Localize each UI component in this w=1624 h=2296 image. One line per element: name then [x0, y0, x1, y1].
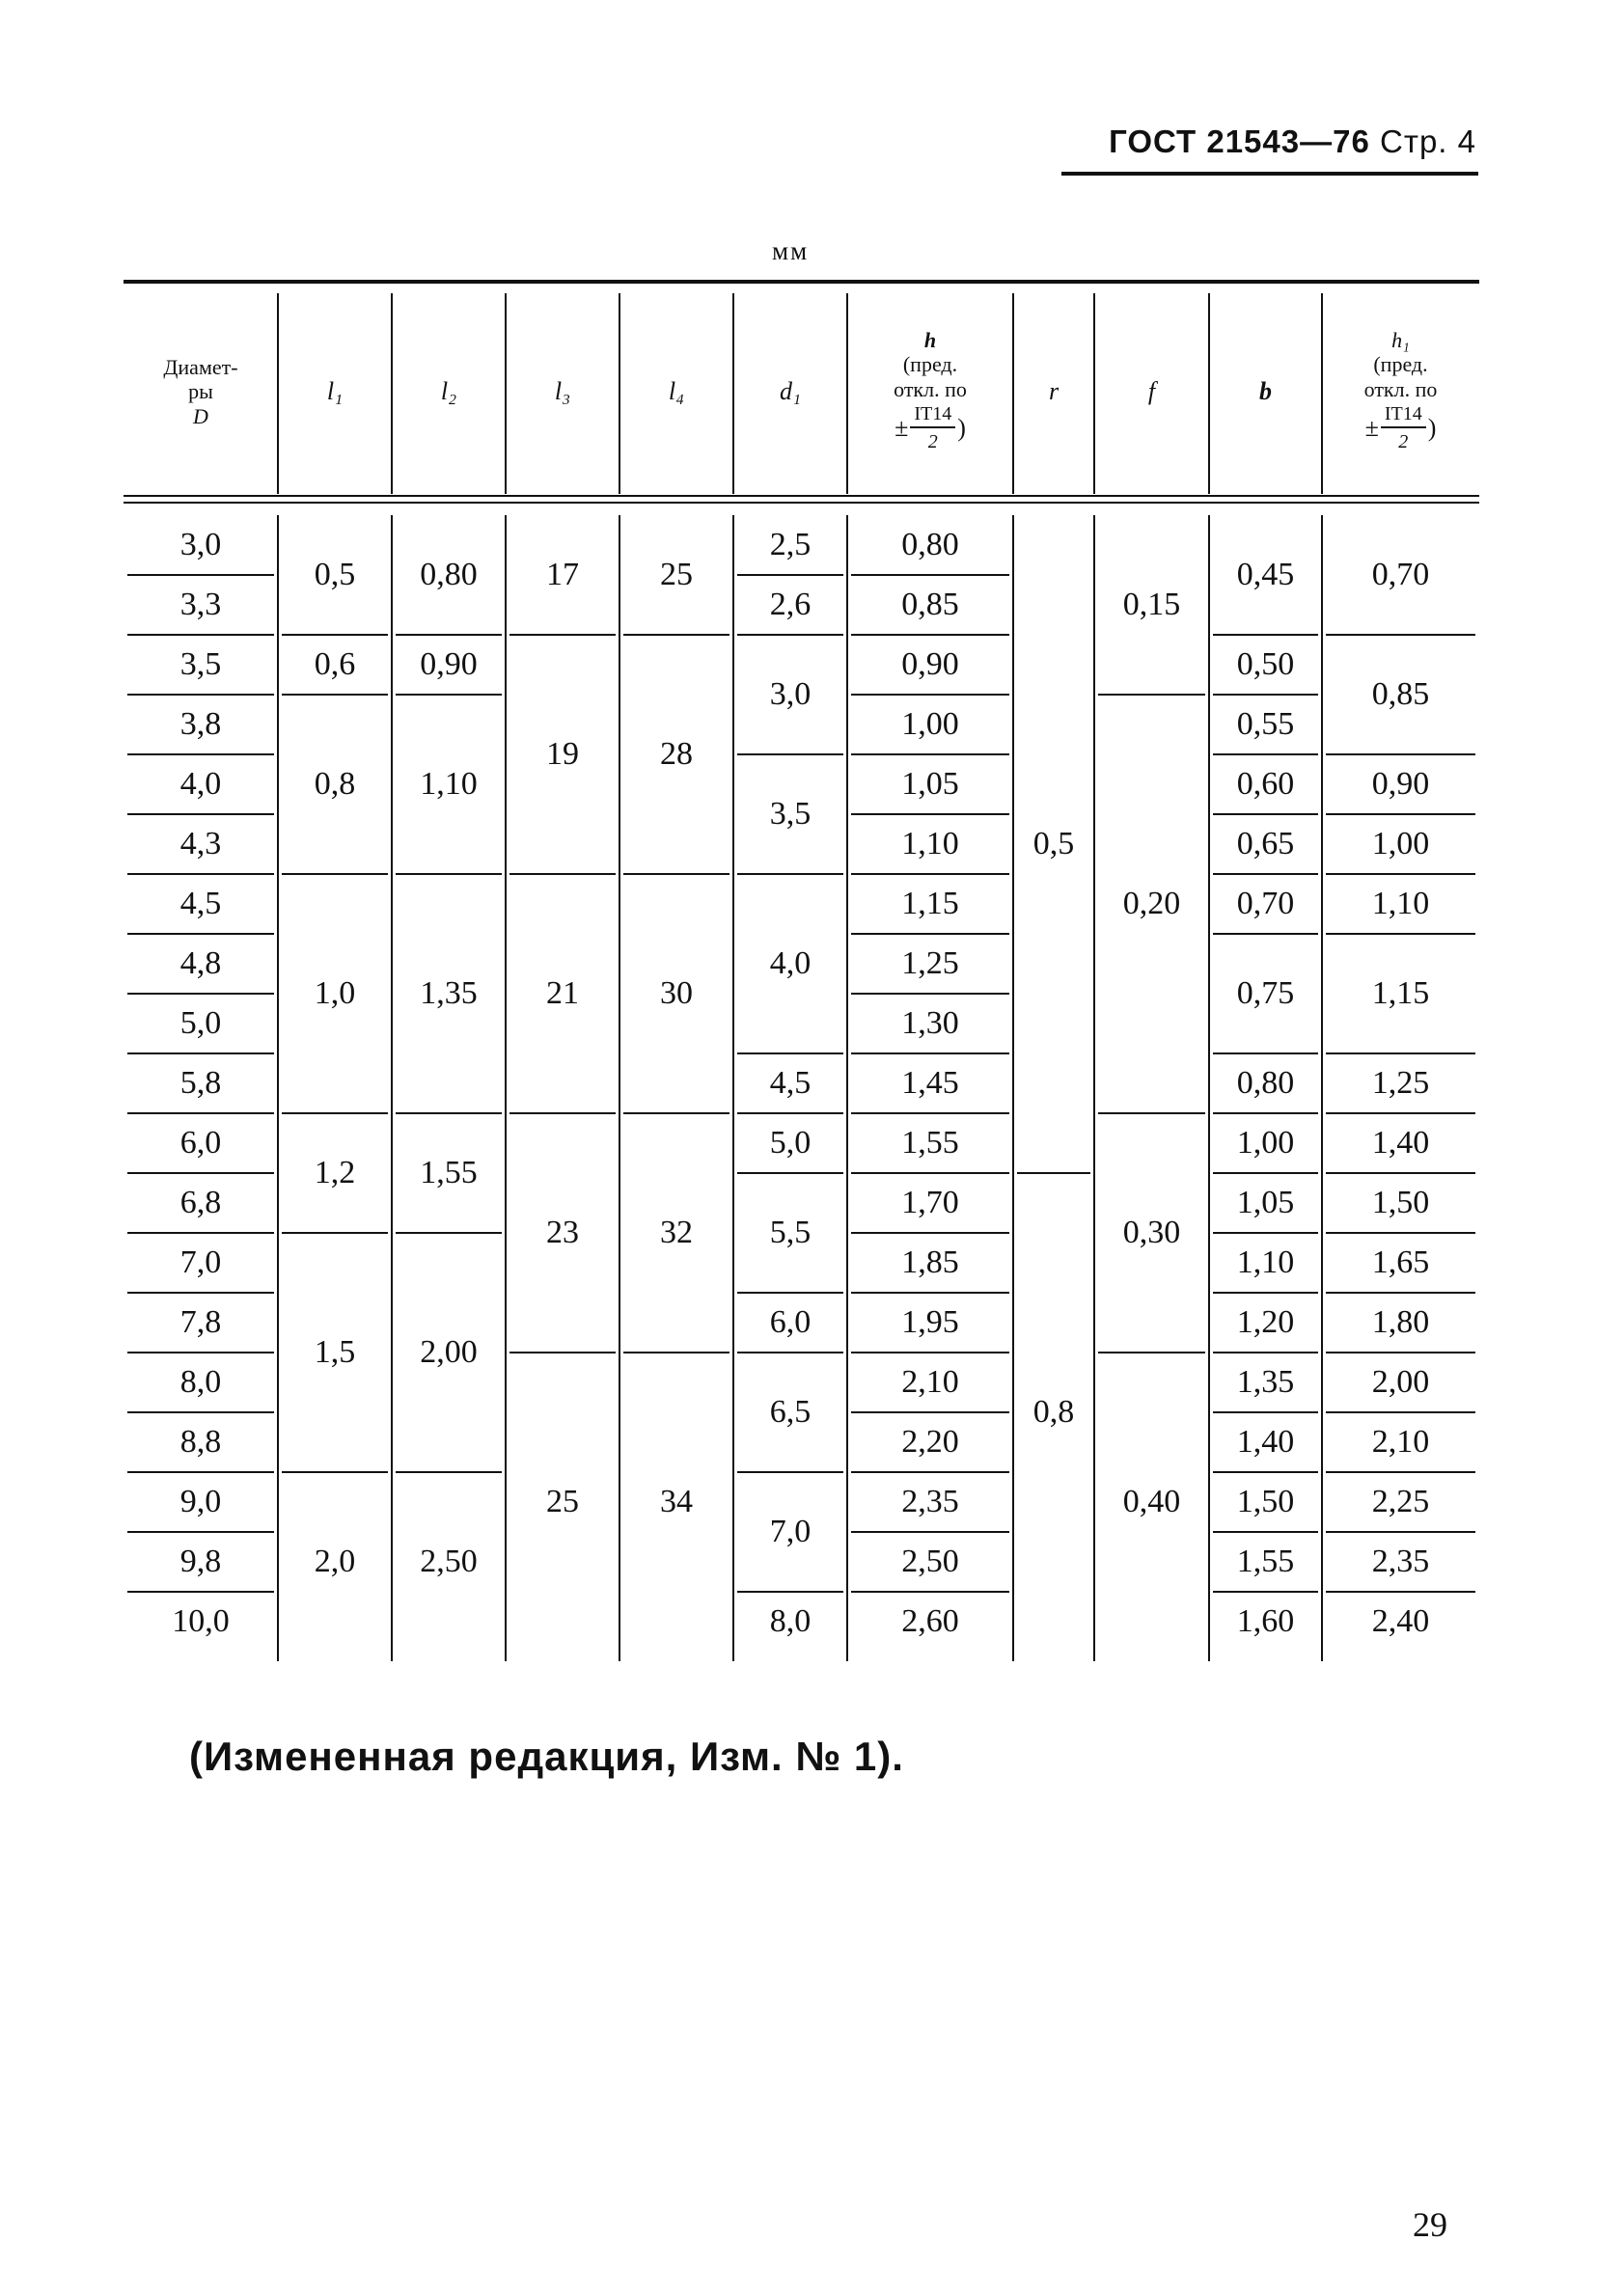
cell-h: 1,15 [901, 886, 959, 921]
cell-d1: 2,6 [769, 587, 812, 622]
cell-diameter: 7,0 [179, 1244, 222, 1280]
cell-l2: 0,80 [420, 557, 478, 592]
cell-l1: 2,0 [314, 1544, 356, 1579]
cell-f: 0,20 [1122, 886, 1181, 921]
cell-h: 1,95 [901, 1304, 959, 1340]
dimensions-table [124, 274, 1479, 1695]
cell-l4: 32 [660, 1215, 693, 1250]
header-l1: l₁ [326, 377, 344, 406]
cell-diameter: 3,5 [179, 646, 222, 682]
cell-b: 1,10 [1236, 1244, 1295, 1280]
header-rule [1061, 172, 1478, 176]
cell-l3: 23 [546, 1215, 579, 1250]
header-l2: l₂ [440, 377, 457, 406]
cell-diameter: 9,0 [179, 1484, 222, 1519]
cell-diameter: 3,8 [179, 706, 222, 742]
cell-l4: 28 [660, 736, 693, 772]
header-h1-fraction: ± $\frac{IT14}{2}$ ) [1365, 401, 1437, 455]
cell-l4: 25 [660, 557, 693, 592]
cell-diameter: 5,0 [179, 1005, 222, 1041]
cell-d1: 3,0 [769, 676, 812, 712]
cell-d1: 7,0 [769, 1514, 812, 1549]
cell-b: 1,40 [1236, 1424, 1295, 1460]
cell-h: 2,50 [901, 1544, 959, 1579]
header-h1-line2: откл. по [1363, 376, 1438, 401]
cell-l1: 0,8 [314, 766, 356, 802]
header-h1 [1322, 291, 1479, 492]
header-diameter-line2: ры [188, 379, 213, 404]
cell-l3: 25 [546, 1484, 579, 1519]
cell-h1: 1,80 [1371, 1304, 1430, 1340]
cell-d1: 5,5 [769, 1215, 812, 1250]
cell-diameter: 4,0 [179, 766, 222, 802]
header-h-fraction: ± $\frac{IT14}{2}$ ) [895, 401, 966, 455]
cell-h: 1,45 [901, 1065, 959, 1101]
header-h1-line1: (пред. [1373, 352, 1428, 377]
cell-l2: 2,00 [420, 1334, 478, 1370]
cell-diameter: 3,3 [179, 587, 222, 622]
cell-h: 2,35 [901, 1484, 959, 1519]
cell-d1: 5,0 [769, 1125, 812, 1161]
cell-b: 0,65 [1236, 826, 1295, 861]
header-r: r [1048, 377, 1060, 406]
cell-h: 1,70 [901, 1185, 959, 1220]
cell-b: 1,00 [1236, 1125, 1295, 1161]
cell-h: 1,85 [901, 1244, 959, 1280]
cell-b: 0,55 [1236, 706, 1295, 742]
cell-b: 0,45 [1236, 557, 1295, 592]
header-h-line1: (пред. [902, 352, 958, 377]
cell-b: 0,70 [1236, 886, 1295, 921]
cell-diameter: 6,8 [179, 1185, 222, 1220]
cell-h1: 0,85 [1371, 676, 1430, 712]
cell-h1: 2,10 [1371, 1424, 1430, 1460]
cell-h1: 2,40 [1371, 1603, 1430, 1639]
cell-h1: 1,10 [1371, 886, 1430, 921]
cell-f: 0,15 [1122, 587, 1181, 622]
cell-l3: 19 [546, 736, 579, 772]
cell-l2: 2,50 [420, 1544, 478, 1579]
cell-h1: 1,65 [1371, 1244, 1430, 1280]
cell-r: 0,8 [1032, 1394, 1075, 1430]
cell-l1: 1,5 [314, 1334, 356, 1370]
cell-d1: 4,0 [769, 945, 812, 981]
cell-h1: 2,35 [1371, 1544, 1430, 1579]
page-header [1109, 123, 1476, 160]
cell-l2: 0,90 [420, 646, 478, 682]
cell-diameter: 9,8 [179, 1544, 222, 1579]
cell-l1: 0,6 [314, 646, 356, 682]
header-h-symbol: h [923, 328, 937, 353]
cell-b: 1,55 [1236, 1544, 1295, 1579]
cell-d1: 3,5 [769, 796, 812, 832]
cell-b: 0,60 [1236, 766, 1295, 802]
page-label: Стр. 4 [1380, 123, 1476, 159]
cell-h1: 0,70 [1371, 557, 1430, 592]
cell-l2: 1,55 [420, 1155, 478, 1190]
header-h-denominator: 2 [927, 430, 938, 452]
cell-h: 2,60 [901, 1603, 959, 1639]
cell-diameter: 3,0 [179, 527, 222, 562]
cell-h: 1,00 [901, 706, 959, 742]
cell-b: 1,60 [1236, 1603, 1295, 1639]
header-f: f [1147, 377, 1156, 406]
cell-h1: 1,50 [1371, 1185, 1430, 1220]
cell-l2: 1,35 [420, 975, 478, 1011]
cell-d1: 4,5 [769, 1065, 812, 1101]
cell-h: 2,20 [901, 1424, 959, 1460]
cell-h1: 2,25 [1371, 1484, 1430, 1519]
header-b: b [1259, 377, 1272, 406]
cell-h: 1,10 [901, 826, 959, 861]
cell-d1: 6,0 [769, 1304, 812, 1340]
header-h1-numerator: IT14 [1381, 401, 1426, 428]
amendment-note: (Измененная редакция, Изм. № 1). [189, 1734, 904, 1779]
cell-d1: 2,5 [769, 527, 812, 562]
cell-b: 1,20 [1236, 1304, 1295, 1340]
cell-l1: 0,5 [314, 557, 356, 592]
cell-h: 2,10 [901, 1364, 959, 1400]
cell-h1: 1,15 [1371, 975, 1430, 1011]
cell-l3: 21 [546, 975, 579, 1011]
header-l3: l₃ [554, 377, 571, 406]
cell-h1: 1,25 [1371, 1065, 1430, 1101]
cell-diameter: 5,8 [179, 1065, 222, 1101]
header-d1: d₁ [779, 377, 802, 406]
cell-b: 0,80 [1236, 1065, 1295, 1101]
header-diameter [124, 291, 278, 492]
header-h-numerator: IT14 [910, 401, 955, 428]
cell-b: 0,50 [1236, 646, 1295, 682]
page-number: 29 [1413, 2205, 1447, 2244]
cell-b: 1,05 [1236, 1185, 1295, 1220]
cell-h: 1,30 [901, 1005, 959, 1041]
cell-h1: 1,40 [1371, 1125, 1430, 1161]
cell-b: 1,35 [1236, 1364, 1295, 1400]
cell-d1: 8,0 [769, 1603, 812, 1639]
header-h-line2: откл. по [894, 376, 967, 401]
cell-h: 1,25 [901, 945, 959, 981]
cell-f: 0,40 [1122, 1484, 1181, 1519]
cell-h: 0,80 [901, 527, 959, 562]
cell-l2: 1,10 [420, 766, 478, 802]
cell-diameter: 4,5 [179, 886, 222, 921]
cell-b: 0,75 [1236, 975, 1295, 1011]
header-h1-symbol: h₁ [1391, 328, 1410, 353]
cell-diameter: 4,3 [179, 826, 222, 861]
document-code: ГОСТ 21543—76 [1109, 123, 1370, 159]
cell-l1: 1,0 [314, 975, 356, 1011]
cell-l4: 30 [660, 975, 693, 1011]
cell-diameter: 6,0 [179, 1125, 222, 1161]
units-label: мм [772, 236, 810, 265]
header-l4: l₄ [668, 377, 685, 406]
header-h [847, 291, 1013, 492]
cell-h1: 1,00 [1371, 826, 1430, 861]
cell-diameter: 4,8 [179, 945, 222, 981]
cell-h: 1,55 [901, 1125, 959, 1161]
cell-l4: 34 [660, 1484, 693, 1519]
cell-diameter: 8,8 [179, 1424, 222, 1460]
cell-r: 0,5 [1032, 826, 1075, 861]
cell-d1: 6,5 [769, 1394, 812, 1430]
cell-h: 1,05 [901, 766, 959, 802]
cell-diameter: 8,0 [179, 1364, 222, 1400]
cell-b: 1,50 [1236, 1484, 1295, 1519]
cell-l3: 17 [546, 557, 579, 592]
cell-diameter: 10,0 [172, 1603, 230, 1639]
header-h1-denominator: 2 [1398, 430, 1409, 452]
cell-f: 0,30 [1122, 1215, 1181, 1250]
header-diameter-symbol: D [193, 403, 208, 428]
cell-h1: 0,90 [1371, 766, 1430, 802]
header-diameter-line1: Диамет- [163, 355, 238, 380]
cell-diameter: 7,8 [179, 1304, 222, 1340]
cell-h: 0,90 [901, 646, 959, 682]
cell-h1: 2,00 [1371, 1364, 1430, 1400]
cell-h: 0,85 [901, 587, 959, 622]
cell-l1: 1,2 [314, 1155, 356, 1190]
